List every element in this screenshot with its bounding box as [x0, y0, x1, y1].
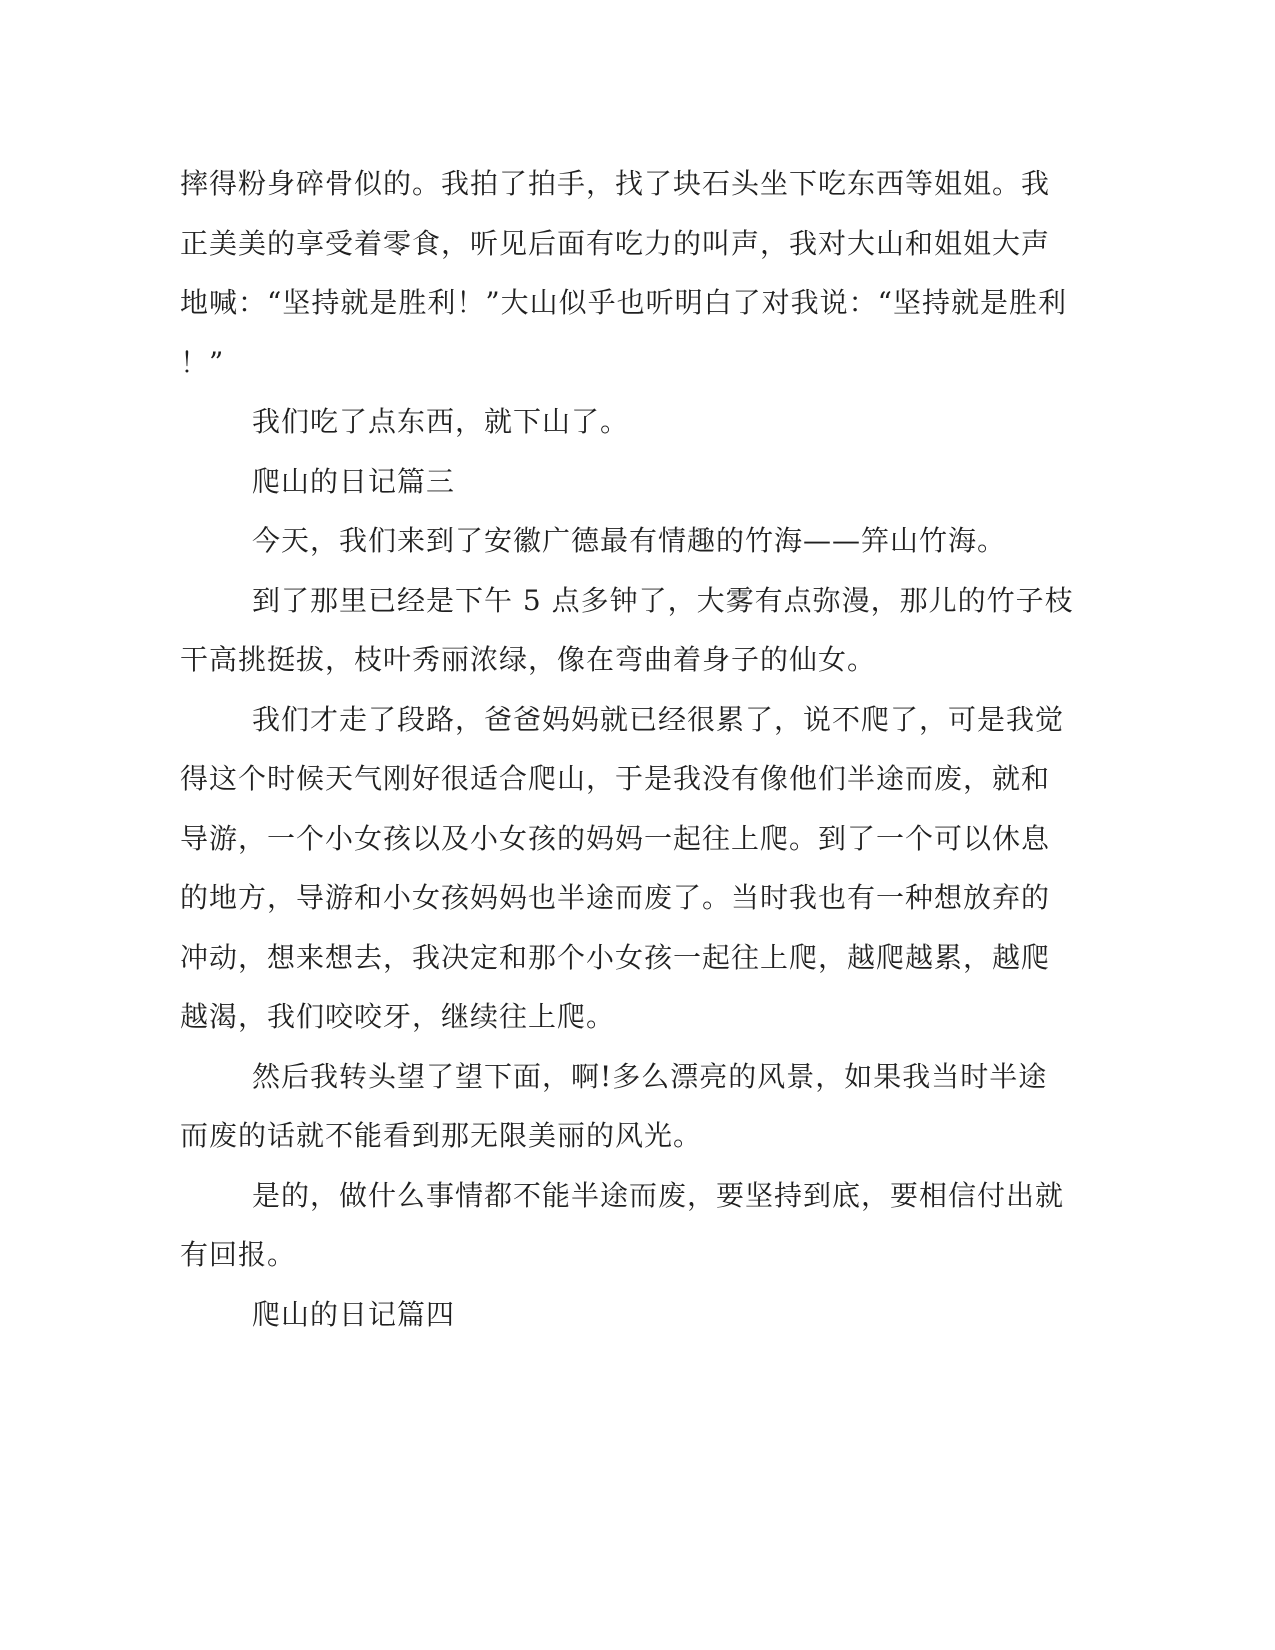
text-line: 摔得粉身碎骨似的。我拍了拍手，找了块石头坐下吃东西等姐姐。我 — [180, 167, 1051, 200]
text-line: 干高挑挺拔，枝叶秀丽浓绿，像在弯曲着身子的仙女。 — [180, 643, 877, 676]
text-line: 是的，做什么事情都不能半途而废，要坚持到底，要相信付出就 — [252, 1178, 1065, 1212]
text-line: 有回报。 — [180, 1238, 297, 1271]
text-line: 然后我转头望了望下面，啊!多么漂亮的风景，如果我当时半途 — [252, 1059, 1048, 1093]
text-line: 我们吃了点东西，就下山了。 — [252, 405, 630, 438]
text-line: 越渴，我们咬咬牙，继续往上爬。 — [180, 1000, 616, 1033]
text-line: 导游，一个小女孩以及小女孩的妈妈一起往上爬。到了一个可以休息 — [180, 821, 1051, 855]
text-line: 今天，我们来到了安徽广德最有情趣的竹海——笄山竹海。 — [252, 524, 1007, 557]
text-line: 的地方，导游和小女孩妈妈也半途而废了。当时我也有一种想放弃的 — [180, 881, 1051, 914]
section-heading: 爬山的日记篇三 — [252, 464, 456, 498]
body-text — [180, 154, 1074, 1344]
text-line: 冲动，想来想去，我决定和那个小女孩一起往上爬，越爬越累，越爬 — [180, 940, 1051, 974]
section-heading: 爬山的日记篇四 — [252, 1297, 456, 1331]
text-line: 得这个时候天气刚好很适合爬山，于是我没有像他们半途而废，就和 — [180, 762, 1051, 795]
text-line: 正美美的享受着零食，听见后面有吃力的叫声，我对大山和姐姐大声 — [180, 226, 1051, 260]
text-line: ！” — [180, 345, 225, 379]
text-line: 而废的话就不能看到那无限美丽的风光。 — [180, 1119, 703, 1152]
text-line: 地喊：“坚持就是胜利！”大山似乎也听明白了对我说：“坚持就是胜利 — [180, 286, 1067, 319]
text-line: 我们才走了段路，爸爸妈妈就已经很累了，说不爬了，可是我觉 — [252, 702, 1065, 736]
text-line: 到了那里已经是下午 5 点多钟了，大雾有点弥漫，那儿的竹子枝 — [252, 583, 1074, 617]
